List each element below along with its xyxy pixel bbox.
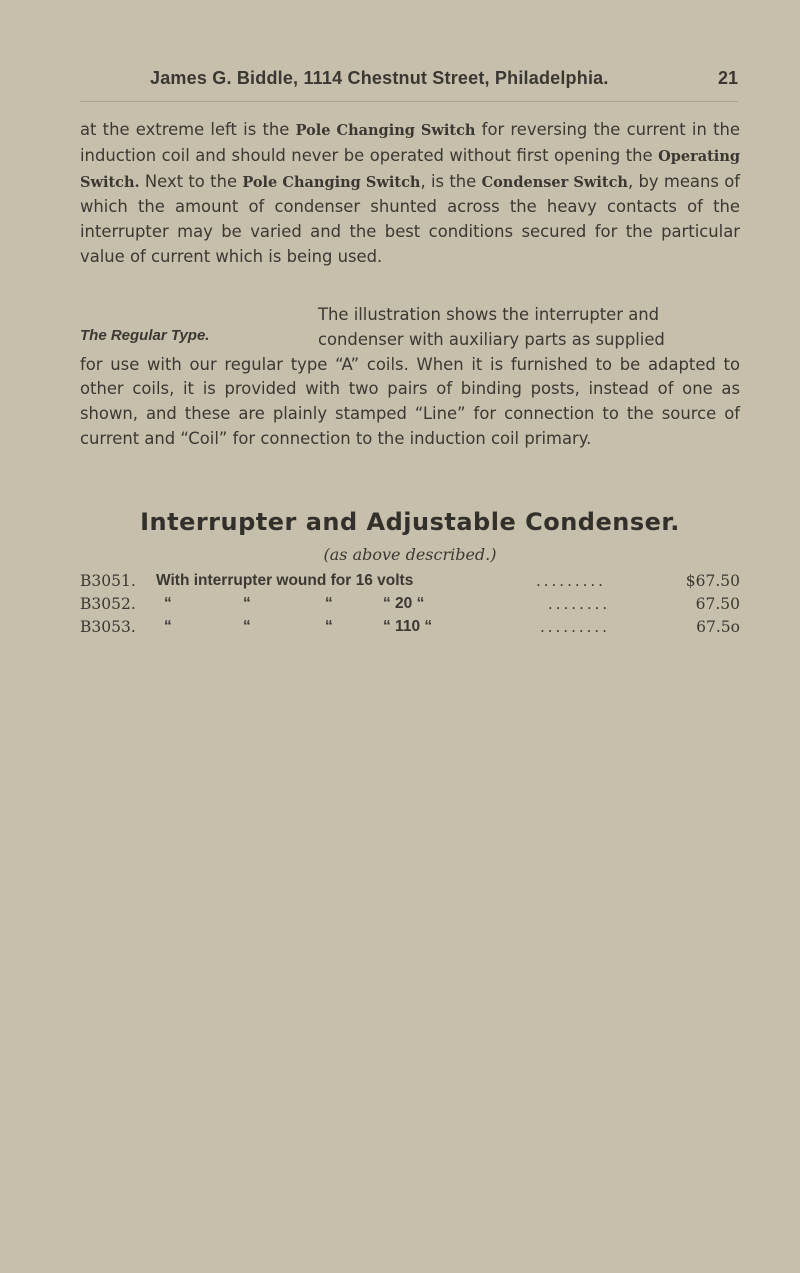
running-header (80, 68, 740, 92)
ditto-mark: “ (325, 618, 333, 635)
price-row (80, 572, 740, 595)
price-row (80, 595, 740, 618)
section-title: Interrupter and Adjustable Condenser. (140, 508, 680, 536)
para2-line1: The illustration shows the interrupter and (318, 305, 660, 324)
page-number: 21 (717, 68, 738, 88)
term-pole-changing-switch: Pole Changing Switch (295, 122, 476, 139)
item-price: 67.50 (695, 595, 740, 613)
text-run: for reversing the current in the induction coil and should never be operated without first opening the (80, 120, 740, 165)
item-description: With interrupter wound for 16 volts (156, 572, 414, 589)
para2-rest: for use with our regular type “A” coils. When it is furnished to be adapted to other coils, it is provided with two pairs of binding posts, instead of one as shown, and these are plainly stamped “Line” for connection to the source of current and “Coil” for connection to the induction coil primary. (80, 354, 740, 448)
paragraph-regular-type (80, 303, 740, 452)
catalog-number: B3051. (80, 572, 136, 590)
term-operating-switch: Operating Switch. (80, 147, 740, 191)
item-volts: “ 110 “ (383, 618, 433, 635)
price-row (80, 618, 740, 641)
item-price: 67.5o (696, 618, 740, 636)
item-volts: “ 20 “ (383, 595, 425, 612)
text-run: Next to the (139, 171, 243, 191)
paragraph-pole-switch (80, 118, 740, 270)
leader-dots: ......... (536, 572, 606, 590)
catalog-number: B3052. (80, 595, 136, 613)
text-run: at the extreme left is the (80, 120, 296, 139)
para2-line2: condenser with auxiliary parts as supplied (318, 329, 665, 349)
header-rule (80, 101, 738, 102)
ditto-mark: “ (164, 618, 172, 635)
leader-dots: ........ (548, 595, 611, 613)
sidenote-regular-type: The Regular Type. (80, 327, 210, 344)
term-pole-changing-switch: Pole Changing Switch (242, 173, 421, 191)
term-condenser-switch: Condenser Switch (481, 173, 628, 191)
ditto-mark: “ (243, 595, 251, 612)
item-price: $67.50 (685, 572, 740, 590)
section-subtitle: (as above described.) (323, 545, 497, 564)
text-run: , is the (420, 171, 482, 191)
price-list (80, 572, 740, 641)
ditto-mark: “ (164, 595, 172, 612)
running-head: James G. Biddle, 1114 Chestnut Street, Philadelphia. (150, 68, 609, 88)
catalog-number: B3053. (80, 618, 136, 636)
ditto-mark: “ (243, 618, 251, 635)
leader-dots: ......... (540, 618, 610, 636)
text-run: , by means of which the amount of condenser shunted across the heavy contacts of the interrupter may be varied and the best conditions secured for the particular value of current which is being used. (80, 171, 740, 266)
ditto-mark: “ (325, 595, 333, 612)
